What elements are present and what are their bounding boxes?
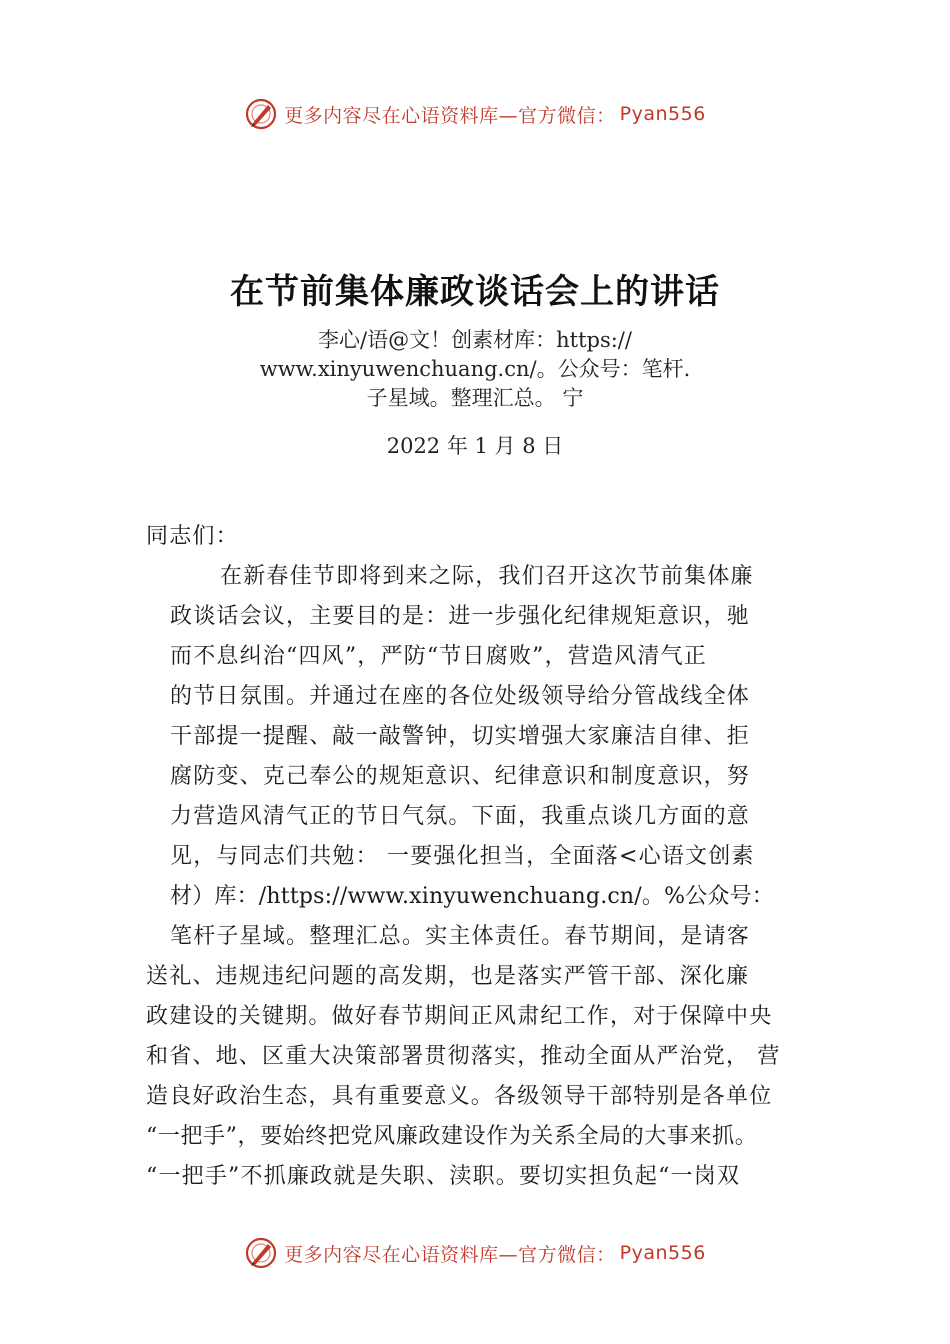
header-banner: [0, 94, 950, 134]
body-line: 政谈话会议，主要目的是：进一步强化纪律规矩意识，驰: [170, 604, 751, 629]
document-title: 在节前集体廉政谈话会上的讲话: [230, 272, 720, 312]
salutation: 同志们：: [146, 524, 239, 549]
pen-seal-logo-icon: [244, 97, 278, 131]
body-line: 而不息纠治“四风”，严防“节日腐败”，营造风清气正: [170, 644, 707, 669]
body-line: 力营造风清气正的节日气氛。下面，我重点谈几方面的意: [170, 804, 751, 829]
body-line: “一把手”不抓廉政就是失职、渎职。要切实担负起“一岗双: [146, 1164, 741, 1189]
pen-seal-logo-icon: [244, 1236, 278, 1270]
body-line: 造良好政治生态，具有重要意义。各级领导干部特别是各单位: [146, 1084, 773, 1109]
footer-banner: [0, 1233, 950, 1273]
body-line: 干部提一提醒、敲一敲警钟，切实增强大家廉洁自律、拒: [170, 724, 751, 749]
byline-line: 子星域。整理汇总。 宁: [366, 386, 584, 410]
body-line: “一把手”，要始终把党风廉政建设作为关系全局的大事来抓。: [146, 1124, 758, 1149]
banner-wechat-id: Pyan556: [619, 1242, 706, 1264]
body-line: 笔杆子星域。整理汇总。实主体责任。春节期间，是请客: [170, 924, 751, 949]
document-date: 2022 年 1 月 8 日: [386, 434, 564, 458]
body-line: 材）库：/https://www.xinyuwenchuang.cn/。%公众号：: [170, 884, 775, 909]
banner-wechat-id: Pyan556: [619, 103, 706, 125]
body-line: 送礼、违规违纪问题的高发期，也是落实严管干部、深化廉: [146, 964, 750, 989]
body-line: 的节日氛围。并通过在座的各位处级领导给分管战线全体: [170, 684, 751, 709]
byline-line: 李心/语@文！创素材库：https://: [318, 328, 632, 352]
body-line: 政建设的关键期。做好春节期间正风肃纪工作，对于保障中央: [146, 1004, 773, 1029]
document-byline: [200, 326, 750, 413]
body-line: 见，与同志们共勉： 一要强化担当，全面落<心语文创素: [170, 844, 755, 869]
body-line: 腐防变、克己奉公的规矩意识、纪律意识和制度意识，努: [170, 764, 751, 789]
body-line: 和省、地、区重大决策部署贯彻落实，推动全面从严治党， 营: [146, 1044, 781, 1069]
byline-line: www.xinyuwenchuang.cn/。公众号：笔杆.: [259, 357, 691, 381]
body-line: 在新春佳节即将到来之际，我们召开这次节前集体廉: [220, 564, 754, 589]
banner-text: 更多内容尽在心语资料库—官方微信：: [284, 1243, 616, 1266]
banner-text: 更多内容尽在心语资料库—官方微信：: [284, 104, 616, 127]
